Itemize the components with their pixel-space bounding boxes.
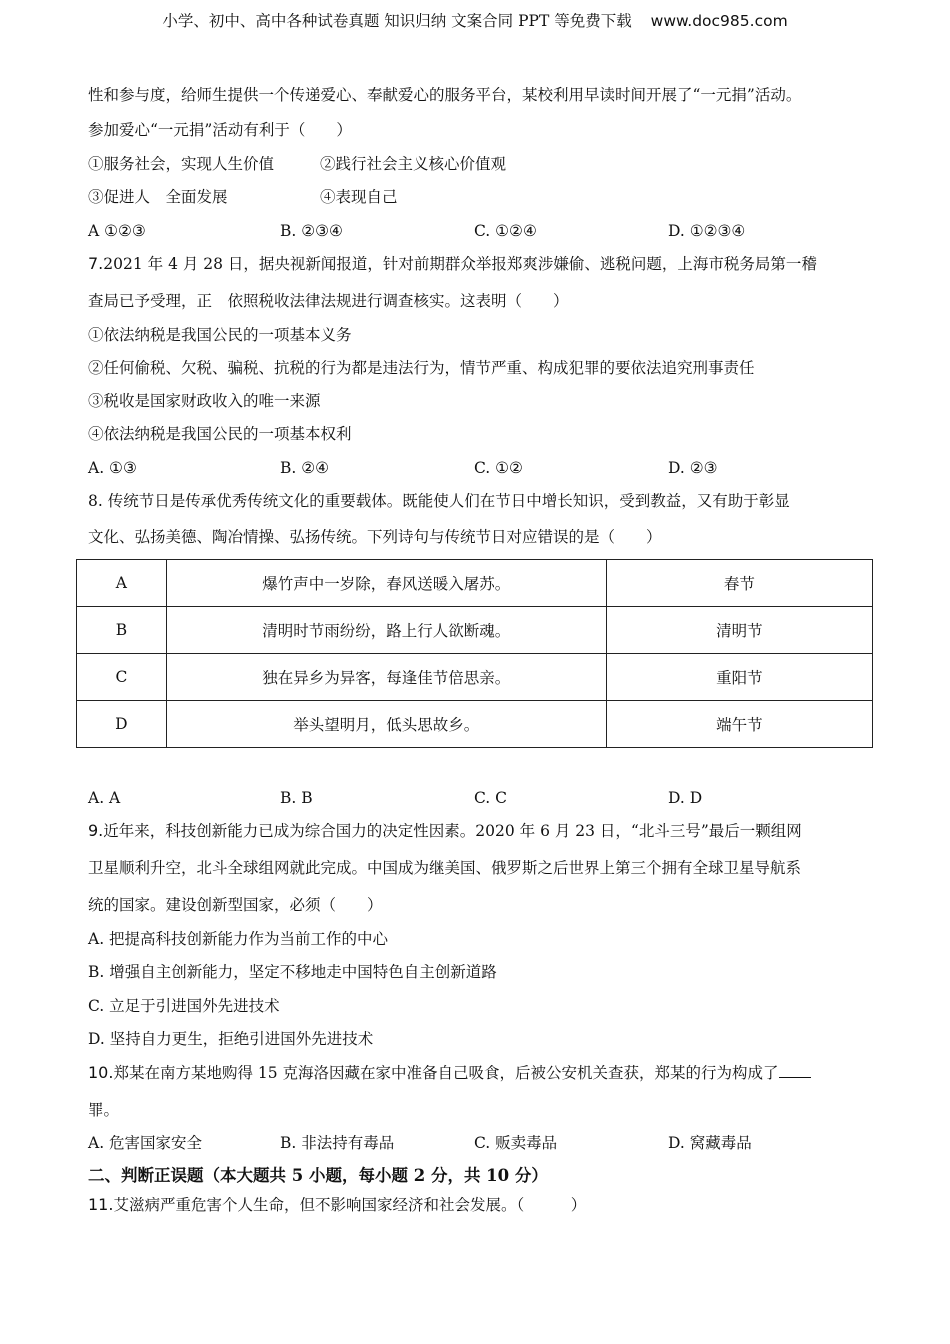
q7-item3: ③税收是国家财政收入的唯一来源 — [88, 392, 321, 410]
q8-option-c: C. C — [474, 789, 508, 807]
q7-number: 7. — [88, 254, 104, 273]
q6-option-c: C. ①②④ — [474, 222, 537, 240]
header-text: 小学、初中、高中各种试卷真题 知识归纳 文案合同 PPT 等免费下载 — [162, 12, 632, 30]
row-label: A — [77, 560, 167, 607]
row-poem: 清明时节雨纷纷，路上行人欲断魂。 — [166, 607, 606, 654]
q7-line2: 查局已予受理，正 依照税收法律法规进行调查核实。这表明（ ） — [88, 292, 569, 310]
q8-option-a: A. A — [88, 789, 121, 807]
q6-line2: 参加爱心“一元捐”活动有利于（ ） — [88, 121, 352, 139]
q11-text: 艾滋病严重危害个人生命，但不影响国家经济和社会发展。（ ） — [113, 1196, 587, 1214]
q9-line3: 统的国家。建设创新型国家，必须（ ） — [88, 896, 383, 914]
table-row — [77, 607, 873, 654]
table-row — [77, 701, 873, 748]
q9-number: 9. — [88, 821, 104, 840]
q7-line1 — [88, 253, 817, 275]
q10-option-b: B. 非法持有毒品 — [280, 1134, 395, 1152]
table-row — [77, 560, 873, 607]
q7-line1-text: 2021 年 4 月 28 日，据央视新闻报道，针对前期群众举报郑爽涉嫌偷、逃税问题，上海市税务局第一稽 — [103, 255, 817, 273]
q7-option-d: D. ②③ — [668, 459, 718, 477]
row-label: B — [77, 607, 167, 654]
q10-number: 10. — [88, 1063, 114, 1082]
q11-number: 11. — [88, 1195, 114, 1214]
q9-line1 — [88, 820, 802, 842]
row-poem: 独在异乡为异客，每逢佳节倍思亲。 — [166, 654, 606, 701]
q6-option-d: D. ①②③④ — [668, 222, 746, 240]
q9-line1-text: 近年来，科技创新能力已成为综合国力的决定性因素。2020 年 6 月 23 日，“北斗三号”最后一颗组网 — [103, 822, 802, 840]
table-row — [77, 654, 873, 701]
q9-option-b: B. 增强自主创新能力，坚定不移地走中国特色自主创新道路 — [88, 963, 497, 981]
row-festival: 清明节 — [606, 607, 872, 654]
q10-line2: 罪。 — [88, 1101, 120, 1119]
q7-item4: ④依法纳税是我国公民的一项基本权利 — [88, 425, 352, 443]
q9-option-d: D. 坚持自力更生，拒绝引进国外先进技术 — [88, 1030, 374, 1048]
q10-line1-text: 郑某在南方某地购得 15 克海洛因藏在家中准备自己吸食，后被公安机关查获，郑某的行为构成了 — [113, 1064, 779, 1082]
row-label: D — [77, 701, 167, 748]
q6-option-b: B. ②③④ — [280, 222, 343, 240]
q8-line2: 文化、弘扬美德、陶冶情操、弘扬传统。下列诗句与传统节日对应错误的是（ ） — [88, 528, 662, 546]
q10-option-d: D. 窝藏毒品 — [668, 1134, 752, 1152]
q7-option-c: C. ①② — [474, 459, 523, 477]
q10-line1 — [88, 1062, 811, 1084]
q6-item2: ②践行社会主义核心价值观 — [320, 155, 507, 173]
page-header — [0, 10, 950, 32]
poem-festival-table — [76, 559, 873, 748]
section-title: 二、判断正误题（本大题共 5 小题，每小题 2 分，共 10 分） — [88, 1166, 548, 1185]
q9-option-c: C. 立足于引进国外先进技术 — [88, 997, 280, 1015]
q11-line — [88, 1194, 586, 1216]
row-label: C — [77, 654, 167, 701]
q9-option-a: A. 把提高科技创新能力作为当前工作的中心 — [88, 930, 389, 948]
q7-item1: ①依法纳税是我国公民的一项基本义务 — [88, 326, 352, 344]
row-festival: 端午节 — [606, 701, 872, 748]
q8-option-d: D. D — [668, 789, 703, 807]
q9-line2: 卫星顺利升空，北斗全球组网就此完成。中国成为继美国、俄罗斯之后世界上第三个拥有全球卫星导航系 — [88, 859, 802, 877]
q7-option-a: A. ①③ — [88, 459, 137, 477]
row-festival: 春节 — [606, 560, 872, 607]
q8-line1: 8. 传统节日是传承优秀传统文化的重要载体。既能使人们在节日中增长知识，受到教益，又有助于彰显 — [88, 492, 790, 510]
q8-option-b: B. B — [280, 789, 313, 807]
q6-item1: ①服务社会，实现人生价值 — [88, 155, 275, 173]
row-poem: 爆竹声中一岁除，春风送暖入屠苏。 — [166, 560, 606, 607]
q6-item4: ④表现自己 — [320, 188, 398, 206]
q6-item3: ③促进人 全面发展 — [88, 188, 228, 206]
answer-blank — [779, 1063, 811, 1078]
q7-option-b: B. ②④ — [280, 459, 330, 477]
q10-option-c: C. 贩卖毒品 — [474, 1134, 558, 1152]
header-url[interactable]: www.doc985.com — [650, 12, 788, 30]
q10-option-a: A. 危害国家安全 — [88, 1134, 203, 1152]
q7-item2: ②任何偷税、欠税、骗税、抗税的行为都是违法行为，情节严重、构成犯罪的要依法追究刑事责任 — [88, 359, 755, 377]
row-poem: 举头望明月，低头思故乡。 — [166, 701, 606, 748]
row-festival: 重阳节 — [606, 654, 872, 701]
q6-option-a: A ①②③ — [88, 222, 146, 240]
q6-line1: 性和参与度，给师生提供一个传递爱心、奉献爱心的服务平台，某校利用早读时间开展了“一元捐”活动。 — [88, 86, 802, 104]
